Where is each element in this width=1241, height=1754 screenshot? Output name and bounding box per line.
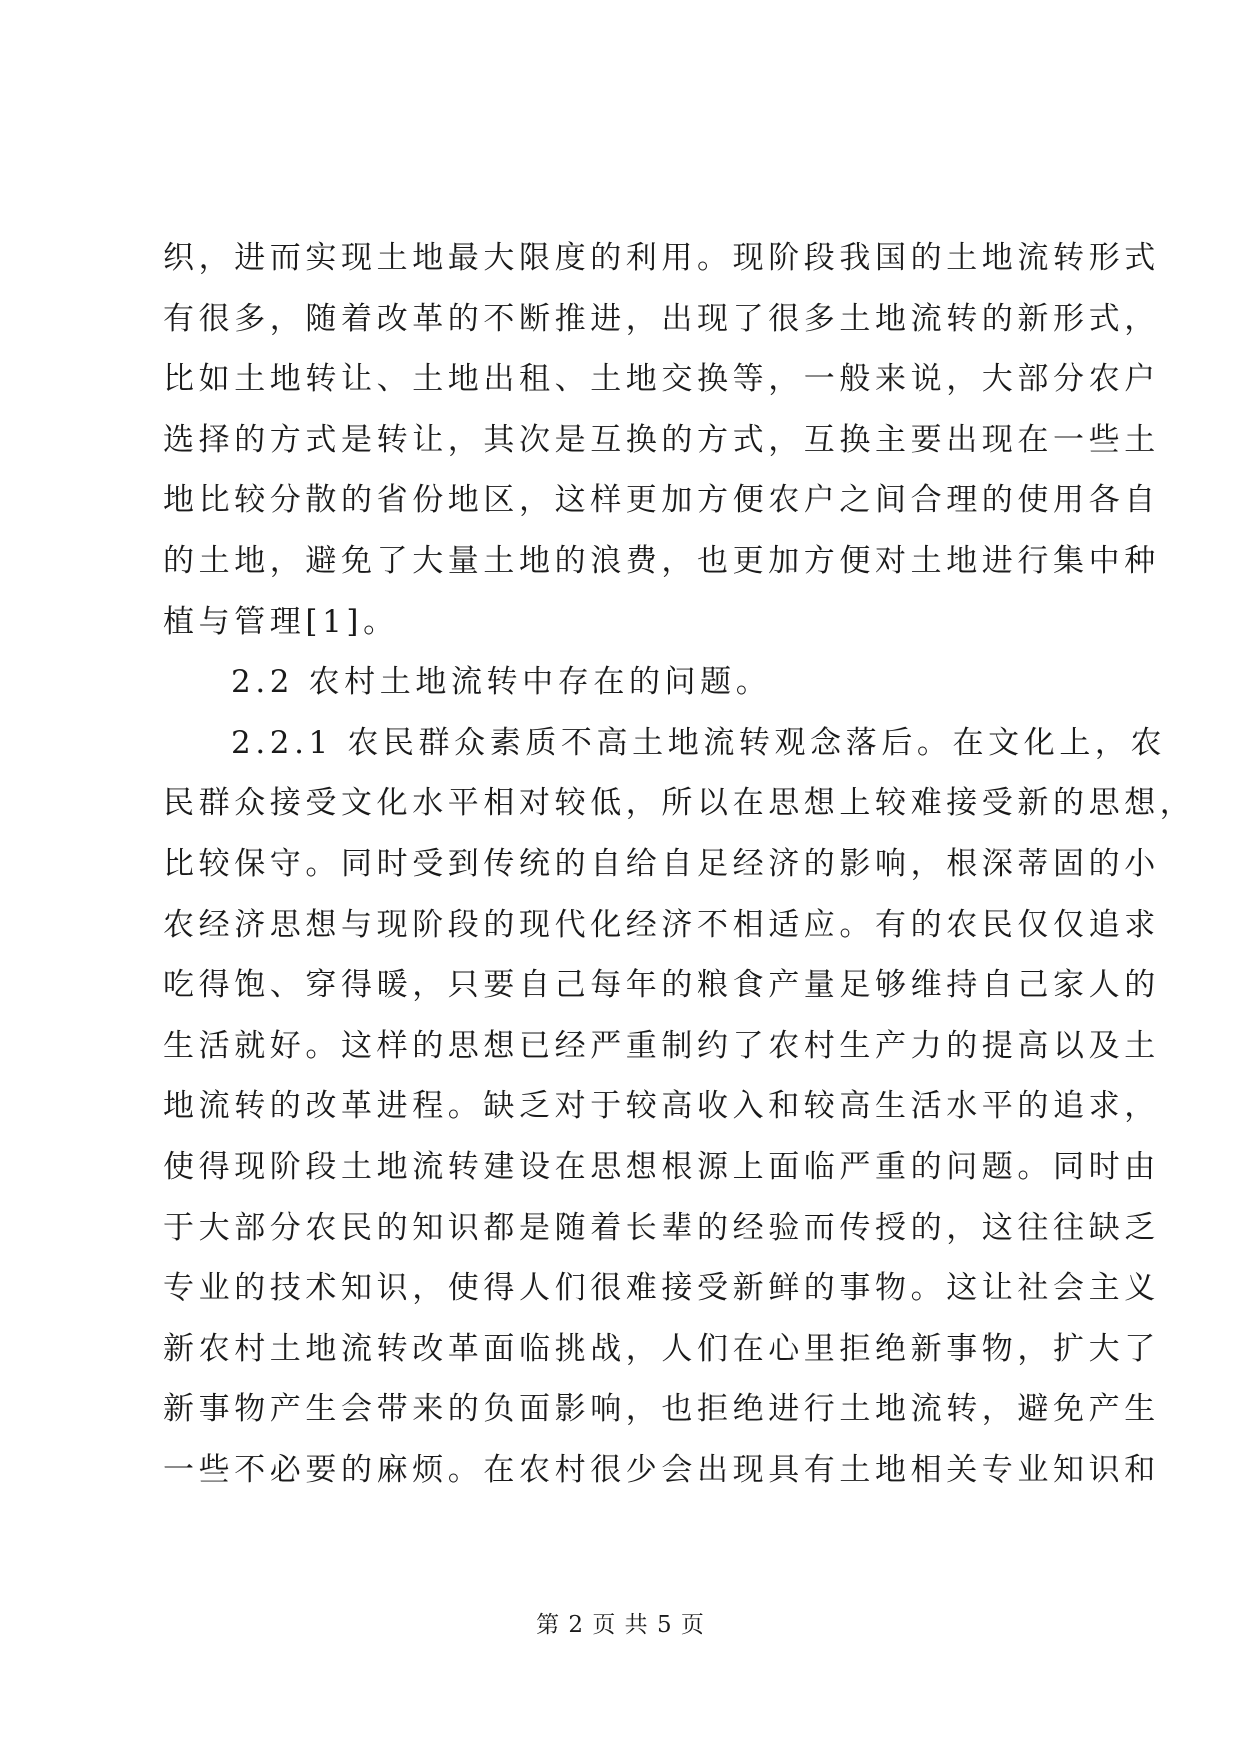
page-footer: 第 2 页 共 5 页 [536,1612,705,1638]
text-line: 织，进而实现土地最大限度的利用。现阶段我国的土地流转形式 [163,240,1160,276]
text-line: 比较保守。同时受到传统的自给自足经济的影响，根深蒂固的小 [163,845,1160,882]
text-line: 地比较分散的省份地区，这样更加方便农户之间合理的使用各自 [163,482,1160,519]
text-line: 比如土地转让、土地出租、土地交换等，一般来说，大部分农户 [163,361,1160,398]
section-heading: 2.2 农村土地流转中存在的问题。 [231,664,772,701]
text-line: 民群众接受文化水平相对较低，所以在思想上较难接受新的思想， [163,785,1196,822]
text-line: 的土地，避免了大量土地的浪费，也更加方便对土地进行集中种 [163,542,1160,579]
document-body [163,228,1196,1500]
text-line: 农经济思想与现阶段的现代化经济不相适应。有的农民仅仅追求 [163,906,1160,943]
text-line: 新事物产生会带来的负面影响，也拒绝进行土地流转，避免产生 [163,1391,1160,1428]
text-line: 吃得饱、穿得暖，只要自己每年的粮食产量足够维持自己家人的 [163,967,1160,1004]
text-line: 地流转的改革进程。缺乏对于较高收入和较高生活水平的追求， [163,1088,1160,1125]
text-line: 于大部分农民的知识都是随着长辈的经验而传授的，这往往缺乏 [163,1209,1160,1246]
text-line: 专业的技术知识，使得人们很难接受新鲜的事物。这让社会主义 [163,1270,1160,1307]
text-line: 生活就好。这样的思想已经严重制约了农村生产力的提高以及土 [163,1027,1160,1064]
text-line: 选择的方式是转让，其次是互换的方式，互换主要出现在一些土 [163,421,1160,458]
text-line: 一些不必要的麻烦。在农村很少会出现具有土地相关专业知识和 [163,1451,1160,1488]
text-line: 有很多，随着改革的不断推进，出现了很多土地流转的新形式， [163,300,1160,337]
subsection-heading-line: 2.2.1 农民群众素质不高土地流转观念落后。在文化上，农 [231,724,1167,761]
text-line: 植与管理[1]。 [163,603,399,640]
text-line: 使得现阶段土地流转建设在思想根源上面临严重的问题。同时由 [163,1148,1160,1185]
text-line: 新农村土地流转改革面临挑战，人们在心里拒绝新事物，扩大了 [163,1330,1160,1367]
